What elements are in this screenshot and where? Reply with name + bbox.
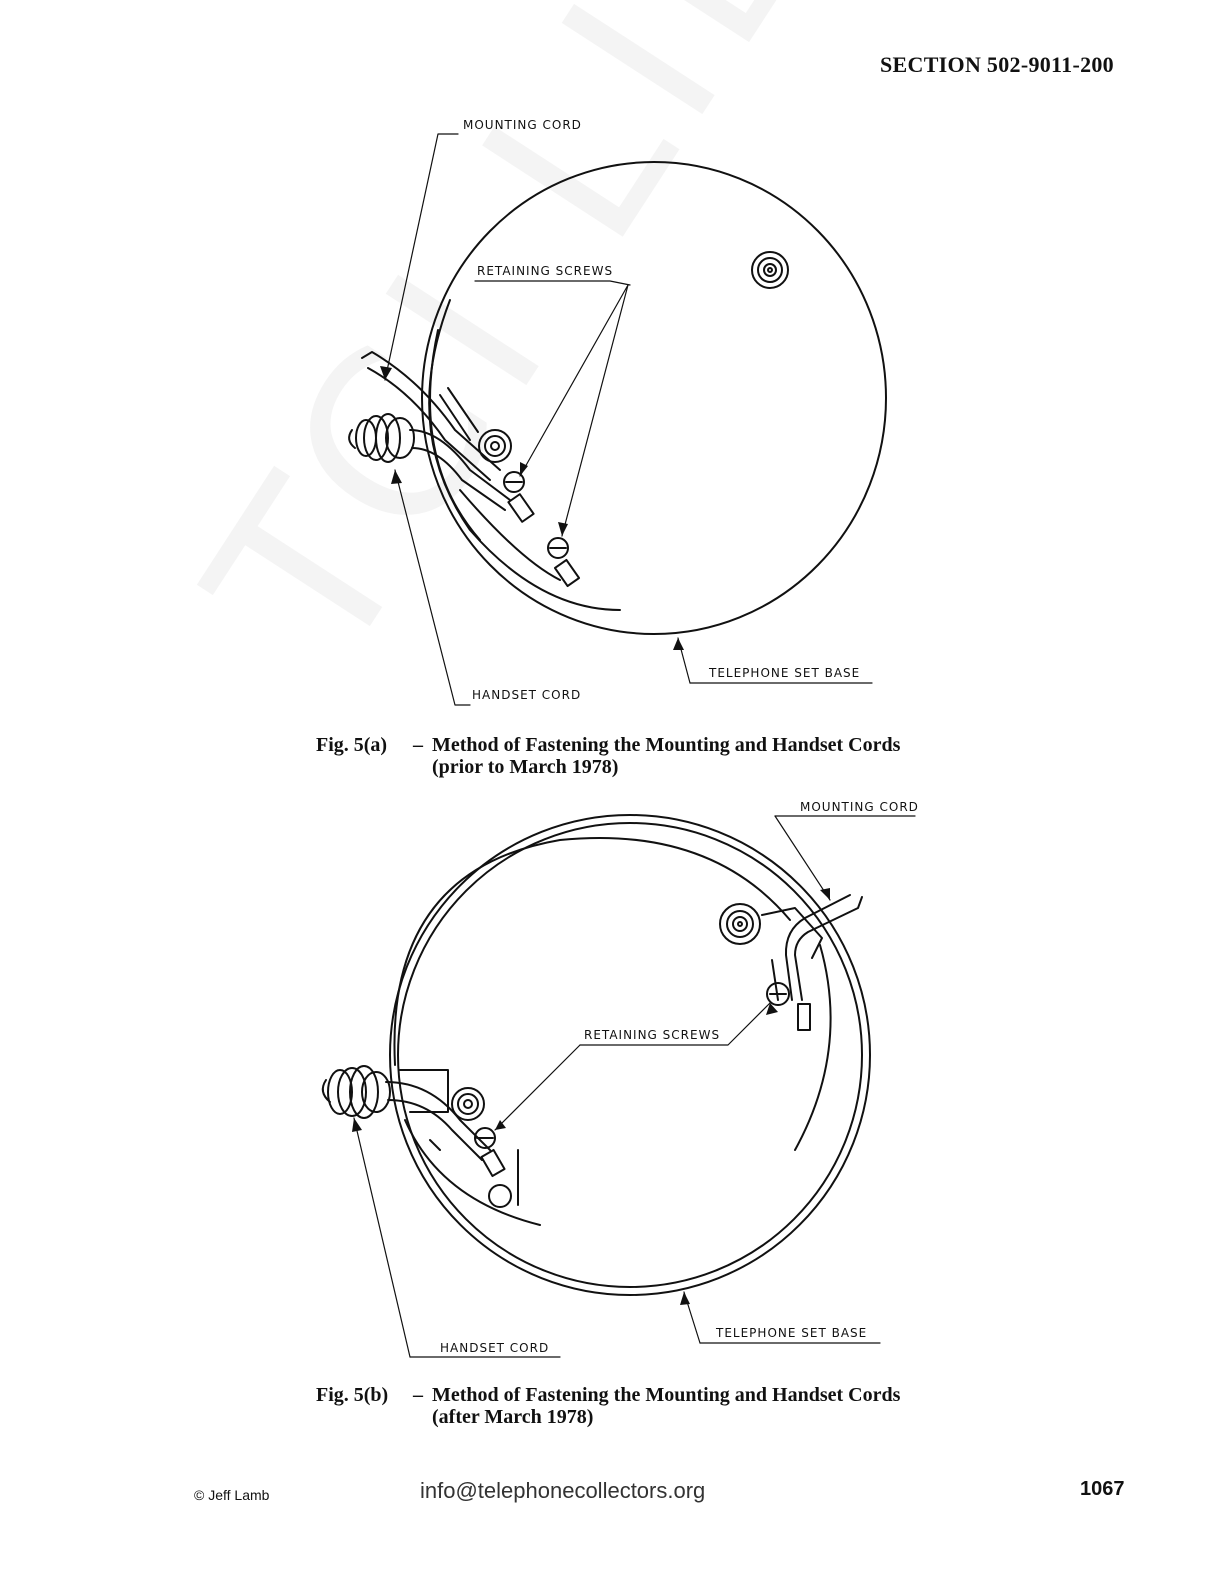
footer-email: info@telephonecollectors.org: [420, 1478, 706, 1503]
label-handset-cord-b: HANDSET CORD: [440, 1341, 550, 1355]
caption-number: Fig. 5(b): [316, 1384, 389, 1406]
caption-dash: –: [413, 734, 423, 756]
caption-line1: Method of Fastening the Mounting and Handset Cords: [432, 734, 901, 756]
handset-cord-coil: [323, 1066, 490, 1160]
label-retaining-screws-b: RETAINING SCREWS: [584, 1028, 721, 1042]
label-telephone-set-base-a: TELEPHONE SET BASE: [709, 666, 861, 680]
telephone-base-outline: [390, 815, 870, 1295]
caption-number: Fig. 5(a): [316, 734, 388, 756]
label-handset-cord-a: HANDSET CORD: [472, 688, 582, 702]
retaining-screw-1: [767, 983, 810, 1030]
caption-fig-5a: [316, 734, 900, 778]
retaining-screw-3: [475, 1128, 505, 1176]
caption-line2: (prior to March 1978): [432, 756, 619, 778]
label-telephone-set-base-b: TELEPHONE SET BASE: [716, 1326, 868, 1340]
watermark: [160, 0, 1224, 705]
label-mounting-cord-b: MOUNTING CORD: [800, 800, 919, 814]
footer-copyright: © Jeff Lamb: [194, 1487, 270, 1503]
page-number: 1067: [1080, 1478, 1125, 1500]
retaining-screw-3: [548, 538, 579, 586]
grommet-icon: [720, 904, 760, 944]
grommet-icon: [752, 252, 788, 288]
base-inner-rim: [394, 838, 790, 1065]
cord-stop: [489, 1185, 511, 1207]
arrowheads: [352, 888, 830, 1305]
caption-line1: Method of Fastening the Mounting and Handset Cords: [432, 1384, 901, 1406]
label-mounting-cord-a: MOUNTING CORD: [463, 118, 582, 132]
section-header: SECTION 502-9011-200: [880, 52, 1114, 77]
caption-line2: (after March 1978): [432, 1406, 594, 1428]
mounting-cord: [795, 897, 862, 1000]
leader-lines: [354, 816, 915, 1357]
caption-fig-5b: [316, 1384, 900, 1428]
label-retaining-screws-a: RETAINING SCREWS: [477, 264, 614, 278]
caption-dash: –: [413, 1384, 423, 1406]
retaining-screw-2: [452, 1088, 484, 1120]
